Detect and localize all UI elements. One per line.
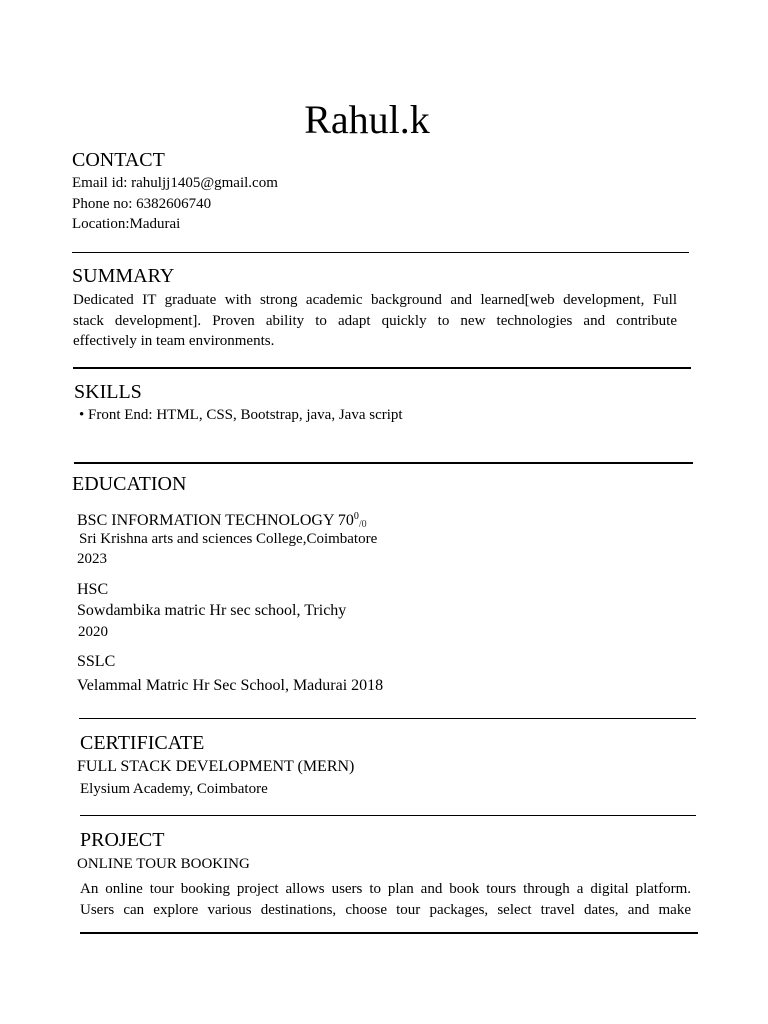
certificate-heading: CERTIFICATE (80, 732, 205, 754)
project-heading: PROJECT (80, 829, 165, 851)
section-divider (74, 462, 693, 464)
bsc-degree-text: BSC INFORMATION TECHNOLOGY 70 (77, 512, 354, 529)
section-divider (73, 367, 691, 369)
section-divider (80, 815, 696, 816)
summary-line: effectively in team environments. (73, 333, 275, 349)
contact-location: Location:Madurai (72, 216, 181, 232)
sslc-degree: SSLC (77, 653, 116, 670)
project-title: ONLINE TOUR BOOKING (77, 856, 250, 872)
summary-line: Dedicated IT graduate with strong academic background and learned[web development, Full (73, 292, 677, 308)
summary-heading: SUMMARY (72, 265, 175, 287)
certificate-title: FULL STACK DEVELOPMENT (MERN) (77, 758, 355, 775)
hsc-degree: HSC (77, 581, 109, 598)
section-divider (72, 252, 689, 253)
percent-sign-bottom: /0 (358, 519, 367, 530)
section-divider (80, 932, 698, 934)
skill-item: • Front End: HTML, CSS, Bootstrap, java, Java script (79, 407, 403, 423)
hsc-school: Sowdambika matric Hr sec school, Trichy (77, 602, 347, 619)
skills-heading: SKILLS (74, 381, 142, 403)
summary-text (73, 290, 677, 352)
summary-line: stack development]. Proven ability to adapt quickly to new technologies and contribute (73, 312, 677, 329)
certificate-institution: Elysium Academy, Coimbatore (80, 781, 268, 797)
bsc-college: Sri Krishna arts and sciences College,Coimbatore (79, 531, 378, 547)
project-line: Users can explore various destinations, choose tour packages, select travel dates, and make (80, 901, 691, 918)
hsc-year: 2020 (78, 624, 108, 640)
candidate-name: Rahul.k (304, 97, 430, 142)
contact-phone: Phone no: 6382606740 (72, 196, 212, 212)
contact-email: Email id: rahuljj1405@gmail.com (72, 175, 278, 191)
project-line: An online tour booking project allows users to plan and book tours through a digital platform. (80, 881, 691, 897)
bsc-year: 2023 (77, 551, 107, 567)
contact-heading: CONTACT (72, 149, 165, 171)
percent-sign-top: 0 (353, 511, 359, 522)
education-heading: EDUCATION (72, 473, 187, 495)
project-description (80, 879, 691, 920)
sslc-school: Velammal Matric Hr Sec School, Madurai 2018 (77, 677, 384, 694)
section-divider (79, 718, 696, 719)
